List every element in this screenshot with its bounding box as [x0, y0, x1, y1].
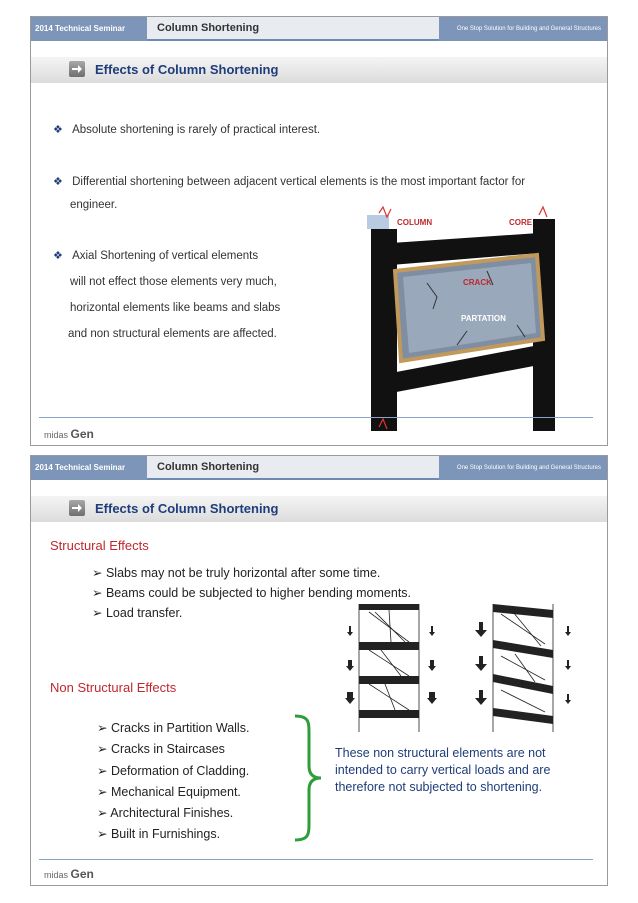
subtitle-bar	[31, 57, 607, 83]
structural-item: ➢ Load transfer.	[92, 606, 183, 620]
core-label: CORE	[509, 218, 533, 227]
structural-item: ➢ Slabs may not be truly horizontal after some time.	[92, 566, 381, 580]
column-core-crack-figure	[367, 205, 563, 431]
non-structural-item: ➢ Deformation of Cladding.	[97, 764, 250, 778]
bullet-text-cont: horizontal elements like beams and slabs	[70, 302, 281, 314]
slide-2	[30, 455, 608, 886]
non-structural-item: ➢ Mechanical Equipment.	[97, 785, 241, 799]
seminar-label: 2014 Technical Seminar	[31, 17, 147, 41]
partation-label: PARTATION	[461, 314, 506, 323]
diamond-bullet-icon: ❖	[53, 250, 63, 262]
bullet-item	[53, 249, 258, 263]
non-structural-effects-heading: Non Structural Effects	[50, 680, 177, 695]
arrowhead-bullet-icon: ➢	[92, 566, 103, 580]
midas-gen-logo: midas Gen	[44, 427, 94, 441]
section-subtitle: Effects of Column Shortening	[95, 501, 279, 516]
diamond-bullet-icon: ❖	[53, 124, 63, 136]
diamond-bullet-icon: ❖	[53, 176, 63, 188]
footer-line	[39, 859, 593, 860]
header-title: Column Shortening	[157, 461, 260, 473]
arrowhead-bullet-icon: ➢	[97, 764, 108, 778]
arrowhead-bullet-icon: ➢	[97, 806, 108, 820]
arrowhead-bullet-icon: ➢	[97, 721, 108, 735]
slide-header	[31, 17, 607, 41]
arrowhead-bullet-icon: ➢	[97, 827, 108, 841]
header-tagline: One Stop Solution for Building and General Structures	[439, 17, 607, 41]
header-title: Column Shortening	[157, 22, 260, 34]
arrowhead-bullet-icon: ➢	[92, 606, 103, 620]
structural-effects-heading: Structural Effects	[50, 538, 149, 553]
seminar-label: 2014 Technical Seminar	[31, 456, 147, 480]
section-subtitle: Effects of Column Shortening	[95, 62, 279, 77]
non-structural-item: ➢ Cracks in Partition Walls.	[97, 721, 250, 735]
arrow-right-icon	[69, 61, 85, 77]
midas-gen-logo: midas Gen	[44, 867, 94, 881]
slab-shortening-diagram	[345, 604, 605, 732]
structural-item: ➢ Beams could be subjected to higher bending moments.	[92, 586, 412, 600]
arrowhead-bullet-icon: ➢	[92, 586, 103, 600]
bullet-text: Absolute shortening is rarely of practical interest.	[72, 124, 321, 136]
bullet-text-cont: will not effect those elements very much,	[70, 276, 277, 288]
arrow-right-icon	[69, 500, 85, 516]
slide-1	[30, 16, 608, 446]
footer-line	[39, 417, 593, 418]
bullet-text: Axial Shortening of vertical elements	[72, 250, 259, 262]
arrowhead-bullet-icon: ➢	[97, 785, 108, 799]
crack-label: CRACK	[463, 278, 492, 287]
bullet-item	[53, 123, 320, 137]
slide-header	[31, 456, 607, 480]
bullet-text-cont: and non structural elements are affected.	[68, 328, 277, 340]
curly-bracket-icon	[291, 714, 325, 842]
header-title-bar	[147, 17, 439, 41]
bullet-text: Differential shortening between adjacent vertical elements is the most important factor for	[72, 176, 526, 188]
non-structural-item: ➢ Built in Furnishings.	[97, 827, 221, 841]
bullet-text-cont: engineer.	[70, 199, 118, 211]
non-structural-item: ➢ Cracks in Staircases	[97, 742, 225, 756]
header-tagline: One Stop Solution for Building and General Structures	[439, 456, 607, 480]
header-title-bar	[147, 456, 439, 480]
bullet-item	[53, 175, 593, 189]
arrowhead-bullet-icon: ➢	[97, 742, 108, 756]
non-structural-note: These non structural elements are not intended to carry vertical loads and are therefore not subjected to shortening.	[335, 746, 551, 794]
subtitle-bar	[31, 496, 607, 522]
column-label: COLUMN	[397, 218, 433, 227]
non-structural-item: ➢ Architectural Finishes.	[97, 806, 234, 820]
